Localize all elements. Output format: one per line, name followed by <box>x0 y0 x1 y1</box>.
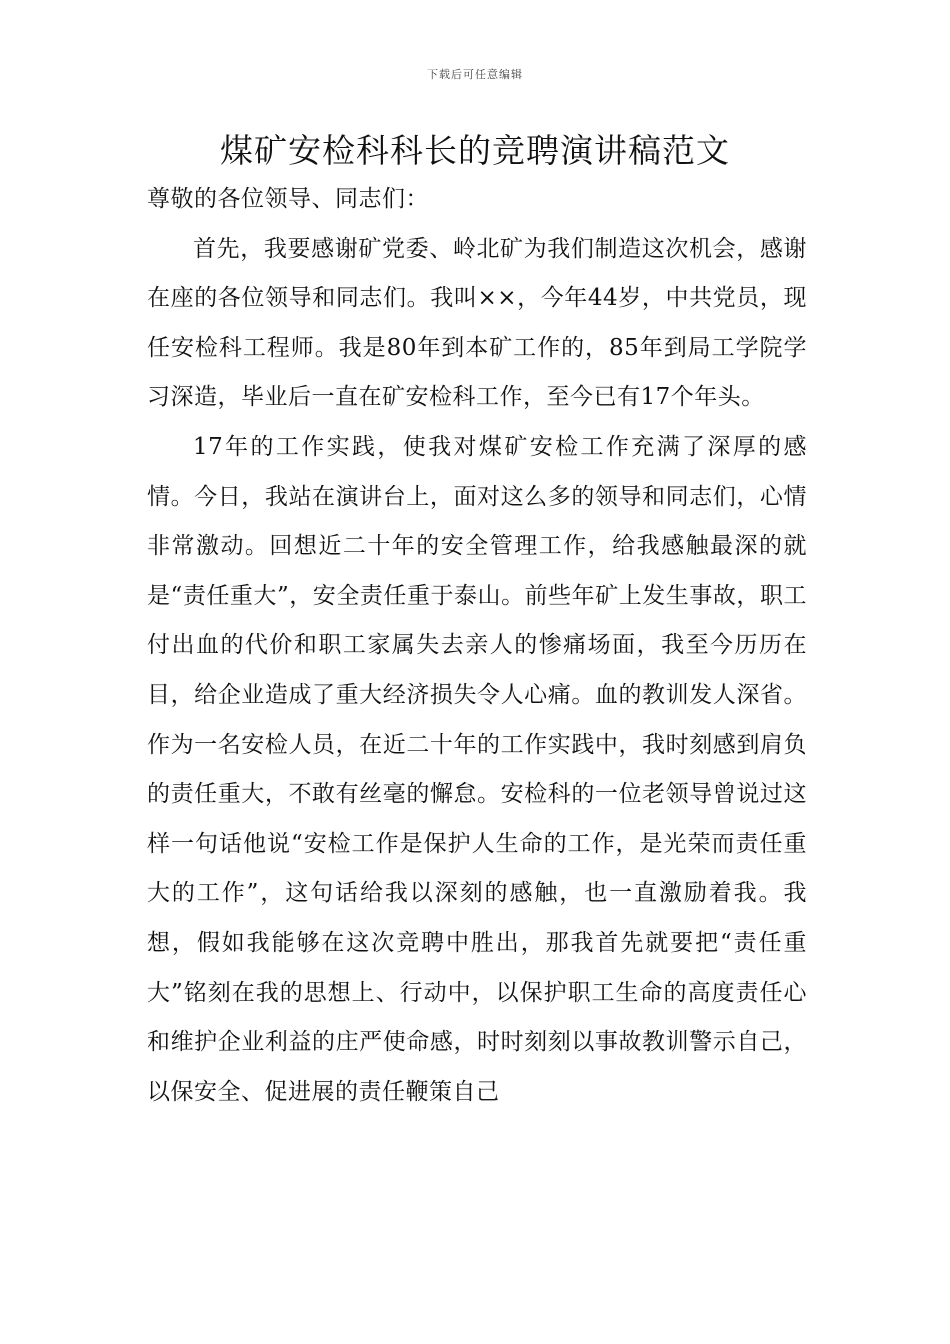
header-note: 下载后可任意编辑 <box>427 68 523 81</box>
document-body <box>147 175 807 1117</box>
document-title: 煤矿安检科科长的竞聘演讲稿范文 <box>220 131 730 170</box>
paragraph-2: 17年的工作实践，使我对煤矿安检工作充满了深厚的感情。今日，我站在演讲台上，面对这么多的领导和同志们，心情非常激动。回想近二十年的安全管理工作，给我感触最深的就是“责任重大”，安全责任重于泰山。前些年矿上发生事故，职工付出血的代价和职工家属失去亲人的惨痛场面，我至今历历在目，给企业造成了重大经济损失令人心痛。血的教训发人深省。作为一名安检人员，在近二十年的工作实践中，我时刻感到肩负的责任重大，不敢有丝毫的懈怠。安检科的一位老领导曾说过这样一句话他说“安检工作是保护人生命的工作，是光荣而责任重大的工作”，这句话给我以深刻的感触，也一直激励着我。我想，假如我能够在这次竞聘中胜出，那我首先就要把“责任重大”铭刻在我的思想上、行动中，以保护职工生命的高度责任心和维护企业利益的庄严使命感，时时刻刻以事故教训警示自己，以保安全、促进展的责任鞭策自己 <box>147 433 807 1105</box>
salutation: 尊敬的各位领导、同志们： <box>147 186 429 212</box>
paragraph-1: 首先，我要感谢矿党委、岭北矿为我们制造这次机会，感谢在座的各位领导和同志们。我叫××，今年44岁，中共党员，现任安检科工程师。我是80年到本矿工作的，85年到局工学院学习深造，毕业后一直在矿安检科工作，至今已有17个年头。 <box>147 235 807 411</box>
